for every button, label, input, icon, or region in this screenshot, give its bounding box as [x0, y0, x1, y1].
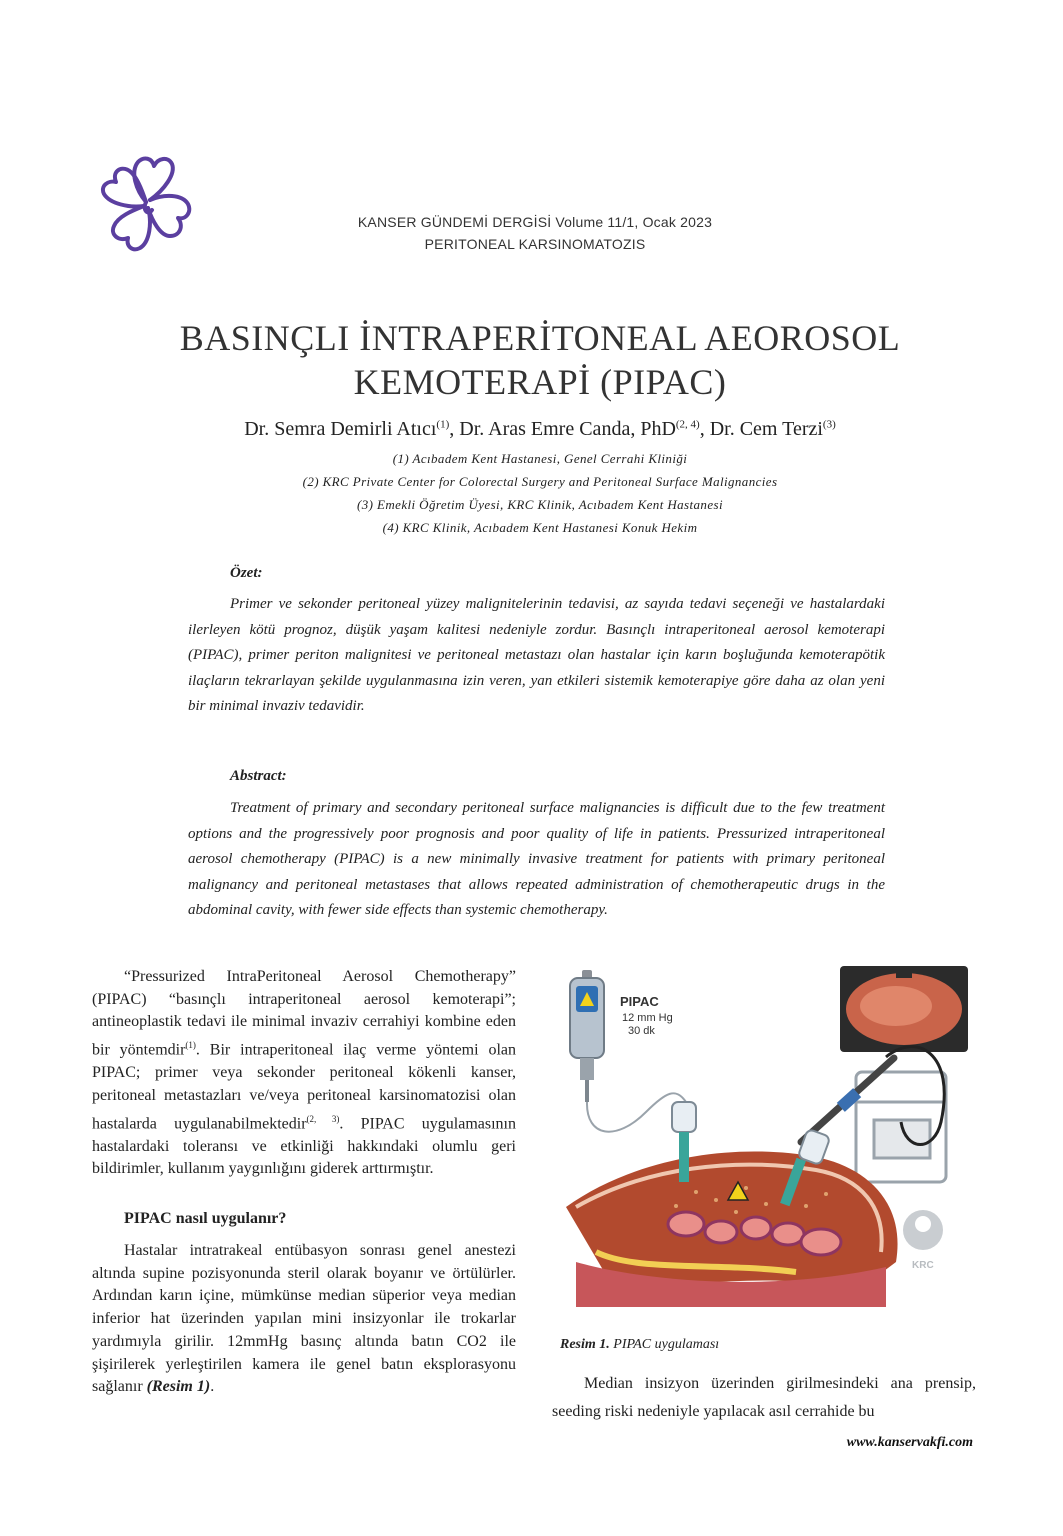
caption-label: Resim 1. [560, 1337, 610, 1352]
body-paragraph-3: Median insizyon üzerinden girilmesindeki ana prensip, seeding riski nedeniyle yapılacak asıl cerrahide bu [552, 1375, 976, 1420]
abstract-heading: Abstract: [230, 768, 287, 784]
device-label: PIPAC [620, 994, 659, 1009]
article-title-line-2: KEMOTERAPİ (PIPAC) [353, 362, 727, 402]
author-3: , Dr. Cem Terzi [699, 418, 823, 440]
p1-text-a: “Pressurized IntraPeritoneal Aerosol Chemotherapy” (PIPAC) “basınçlı intraperitoneal aerosol kemoterapi”; antineoplastik tedavi ile minimal invaziv cerrahiyi kombine eden bir yöntemdir [92, 968, 516, 1059]
pipac-illustration [556, 962, 974, 1317]
p1-text-c: . PIPAC uygulamasının hastalardaki toleransı ve etkinliği hakkındaki olumlu geri bildirimler, kullanım yaygınlığını giderek arttırmıştır. [92, 1114, 516, 1178]
caption-text: PIPAC uygulaması [609, 1337, 720, 1352]
section-subheading: PIPAC nasıl uygulanır? [124, 1210, 287, 1227]
abstract-body: Treatment of primary and secondary peritoneal surface malignancies is difficult due to the few treatment options and the progressively poor prognosis and poor quality of life in patients. Pressurized intraperitoneal aerosol chemotherapy (PIPAC) is a new minimally invasive treatment for patients with primary peritoneal malignancy and peritoneal metastases that allows repeated administration of chemotherapeutic drugs in the abdominal cavity, with fewer side effects than systemic chemotherapy. [188, 800, 885, 918]
p1-text-b: . Bir intraperitoneal ilaç verme yöntemi olan PIPAC; primer veya sekonder peritoneal kökenli kanser, peritoneal metastazları ve/veya peritoneal karsinomatozisi olan hastalarda uygulanabilmektedir [92, 1041, 516, 1132]
foundation-logo-icon [96, 150, 196, 255]
device-time: 30 dk [628, 1025, 655, 1037]
krc-watermark-icon [903, 1210, 943, 1250]
body-paragraph-1 [92, 966, 516, 1181]
citation-1: (1) [185, 1040, 196, 1051]
body-paragraph-2 [92, 1240, 516, 1399]
author-1-affil: (1) [436, 418, 450, 431]
ozet-heading: Özet: [230, 565, 263, 581]
affiliation-4: (4) KRC Klinik, Acıbadem Kent Hastanesi Konuk Hekim [382, 520, 698, 535]
watermark-text: KRC [912, 1260, 934, 1271]
figure-reference: (Resim 1) [146, 1378, 211, 1396]
section-name: PERITONEAL KARSINOMATOZIS [424, 236, 646, 252]
citation-2-3: (2, 3) [306, 1113, 340, 1124]
footer-website: www.kanservakfi.com [846, 1435, 973, 1450]
authors [120, 418, 960, 441]
journal-info: KANSER GÜNDEMİ DERGİSİ Volume 11/1, Ocak 2023 [357, 214, 713, 230]
author-1: Dr. Semra Demirli Atıcı [244, 418, 437, 440]
affiliation-1: (1) Acıbadem Kent Hastanesi, Genel Cerrahi Kliniği [392, 451, 688, 466]
author-3-affil: (3) [822, 418, 836, 431]
p2-end: . [210, 1378, 215, 1396]
affiliation-2: (2) KRC Private Center for Colorectal Surgery and Peritoneal Surface Malignancies [302, 474, 778, 489]
device-pressure: 12 mm Hg [622, 1012, 673, 1024]
article-title-line-1: BASINÇLI İNTRAPERİTONEAL AEOROSOL [179, 318, 901, 358]
injector-device-icon [570, 970, 604, 1102]
author-2-affil: (2, 4) [675, 418, 700, 431]
monitor-icon [840, 966, 968, 1052]
p2-text: Hastalar intratrakeal entübasyon sonrası genel anestezi altında supine pozisyonunda steril olarak boyanır ve örtülürler. Ardından karın içine, mümkünse median süperior veya median inferior hat üzerinden yapılan mini insizyonlar ile trokarlar yardımıyla girilir. 12mmHg basınç altında batın CO2 ile şişirilerek yerleştirilen kamera ile genel batın eksplorasyonu sağlanır [92, 1242, 516, 1396]
author-2: , Dr. Aras Emre Canda, PhD [449, 418, 676, 440]
figure-caption [560, 1337, 719, 1353]
ozet-body: Primer ve sekonder peritoneal yüzey malignitelerinin tedavisi, az sayıda tedavi seçeneği ve hastalardaki ilerleyen kötü prognoz, düşük yaşam kalitesi nedeniyle zordur. Basınçlı intraperitoneal aerosol kemoterapi (PIPAC), primer periton malignitesi ve peritoneal metastazı olan hastalar için karın boşluğunda kemoterapötik ilaçların tekrarlayan şekilde uygulanmasına izin veren, yan etkileri sistemik kemoterapiye göre daha az olan yeni bir minimal invaziv tedavidir. [188, 596, 885, 714]
affiliation-3: (3) Emekli Öğretim Üyesi, KRC Klinik, Acıbadem Kent Hastanesi [357, 497, 723, 512]
abdominal-wall-icon [566, 1151, 898, 1292]
